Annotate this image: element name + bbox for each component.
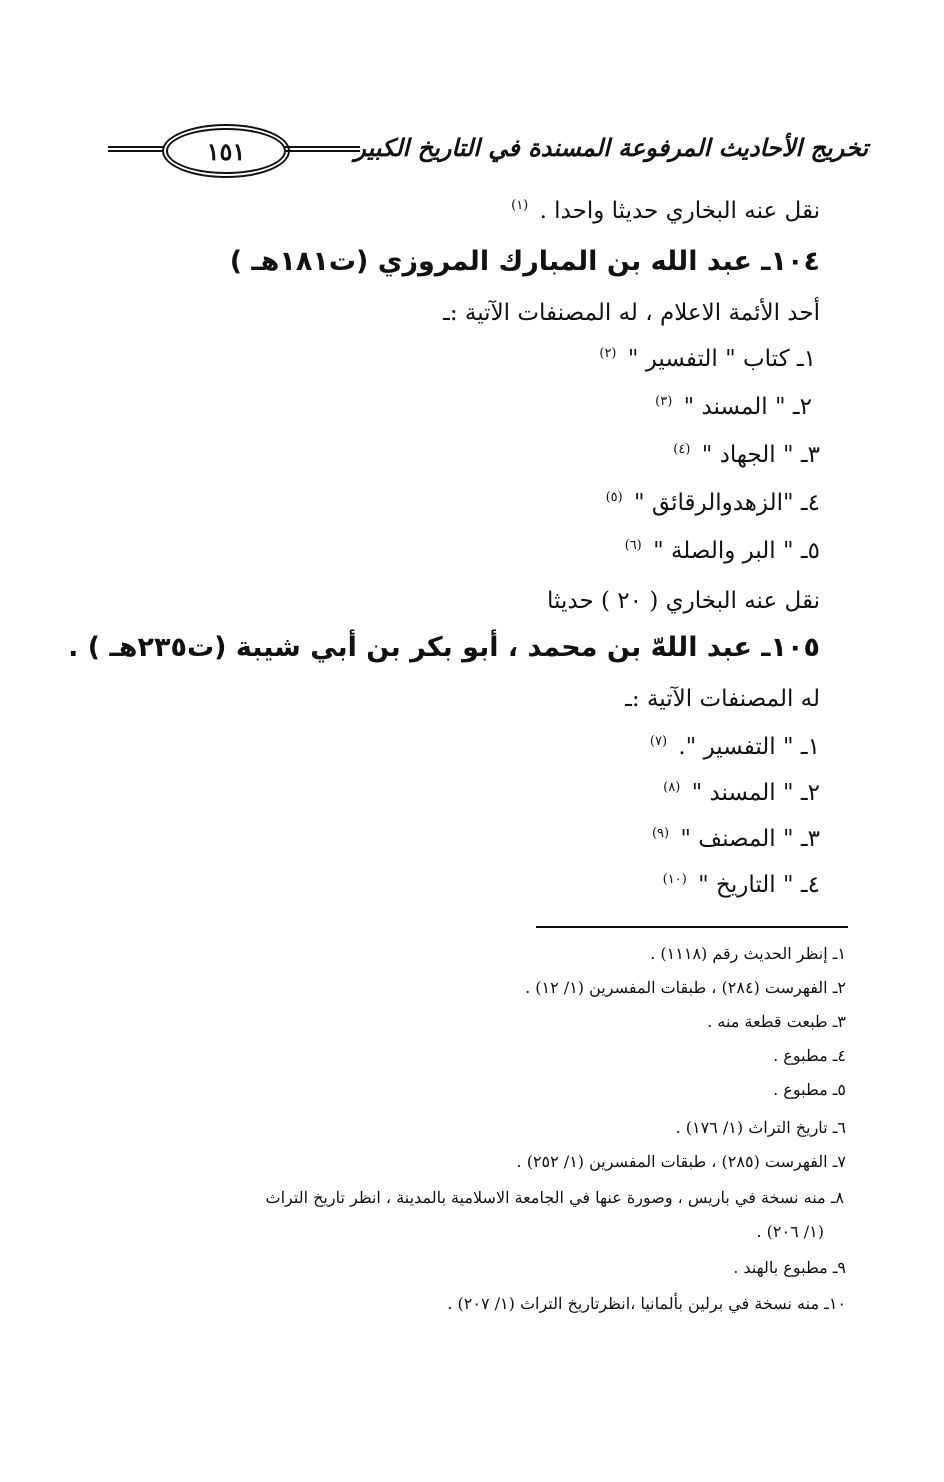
footnote-separator (536, 926, 848, 928)
item-text: ٤ـ "الزهدوالرقائق " (634, 490, 820, 516)
header-rule-middle (284, 146, 360, 152)
footnote-ref: (١٠) (662, 872, 687, 888)
item-text: ١ـ كتاب " التفسير " (627, 346, 816, 372)
footnote-ref: (١) (511, 198, 529, 214)
page-number: ١٥١ (206, 136, 246, 166)
footnote-ref: (٩) (651, 826, 670, 842)
footnote-ref: (٥) (605, 490, 623, 506)
intro-text: نقل عنه البخاري حديثا واحدا . (539, 198, 820, 224)
entry-104-item (606, 490, 820, 518)
entry-105-item (663, 872, 820, 900)
entry-105-item (652, 826, 820, 854)
entry-104-item (599, 346, 816, 374)
item-text: ٥ـ " البر والصلة " (653, 538, 820, 564)
footnote-2: ٢ـ الفهرست (٢٨٤) ، طبقات المفسرين (١/ ١٢) . (525, 978, 846, 997)
entry-104-heading: ١٠٤ـ عبد الله بن المبارك المروزي (ت١٨١هـ ) (229, 246, 820, 277)
item-text: ٣ـ " الجهاد " (701, 442, 820, 468)
footnote-ref: (٧) (649, 734, 668, 750)
footnote-ref: (٨) (663, 780, 681, 796)
item-text: ٢ـ " المسند " (691, 780, 820, 806)
footnote-ref: (٦) (624, 538, 642, 554)
running-header (108, 124, 868, 180)
entry-104-description: أحد الأئمة الاعلام ، له المصنفات الآتية :ـ (443, 300, 820, 326)
footnote-8: ٨ـ منه نسخة في باريس ، وصورة عنها في الجامعة الاسلامية بالمدينة ، انظر تاريخ التراث (265, 1188, 844, 1207)
footnote-4: ٤ـ مطبوع . (773, 1046, 846, 1065)
footnote-6: ٦ـ تاريخ التراث (١/ ١٧٦) . (675, 1118, 846, 1137)
header-title: تخريج الأحاديث المرفوعة المسندة في التاريخ الكبير (354, 133, 868, 162)
entry-104-closing: نقل عنه البخاري ( ٢٠ ) حديثا (547, 588, 820, 614)
footnote-5: ٥ـ مطبوع . (773, 1080, 846, 1099)
header-rule-left (108, 146, 166, 152)
footnote-ref: (٢) (599, 346, 617, 362)
intro-line (511, 198, 820, 226)
entry-105-description: له المصنفات الآتية :ـ (625, 686, 820, 712)
entry-105-item (663, 780, 820, 808)
entry-105-item (650, 734, 820, 762)
footnote-9: ٩ـ مطبوع بالهند . (733, 1258, 846, 1277)
entry-105-heading: ١٠٥ـ عبد اللهّ بن محمد ، أبو بكر بن أبي شيبة (ت٢٣٥هـ ) . (68, 632, 820, 663)
item-text: ٣ـ " المصنف " (680, 826, 820, 852)
item-text: ١ـ " التفسير ". (678, 734, 820, 760)
footnote-10: ١٠ـ منه نسخة في برلين بألمانيا ،انظرتاريخ التراث (١/ ٢٠٧) . (447, 1294, 846, 1313)
page-number-badge (166, 128, 286, 174)
entry-104-item (625, 538, 820, 566)
footnote-ref: (٣) (655, 394, 673, 410)
footnote-7: ٧ـ الفهرست (٢٨٥) ، طبقات المفسرين (١/ ٢٥٢) . (516, 1152, 846, 1171)
item-text: ٤ـ " التاريخ " (698, 872, 820, 898)
footnote-8-continued: (١/ ٢٠٦) . (756, 1222, 824, 1241)
footnote-3: ٣ـ طبعت قطعة منه . (707, 1012, 846, 1031)
entry-104-item (673, 442, 820, 470)
footnote-ref: (٤) (673, 442, 691, 458)
item-text: ٢ـ " المسند " (683, 394, 812, 420)
entry-104-item (655, 394, 812, 422)
footnote-1: ١ـ إنظر الحديث رقم (١١١٨) . (650, 944, 846, 963)
